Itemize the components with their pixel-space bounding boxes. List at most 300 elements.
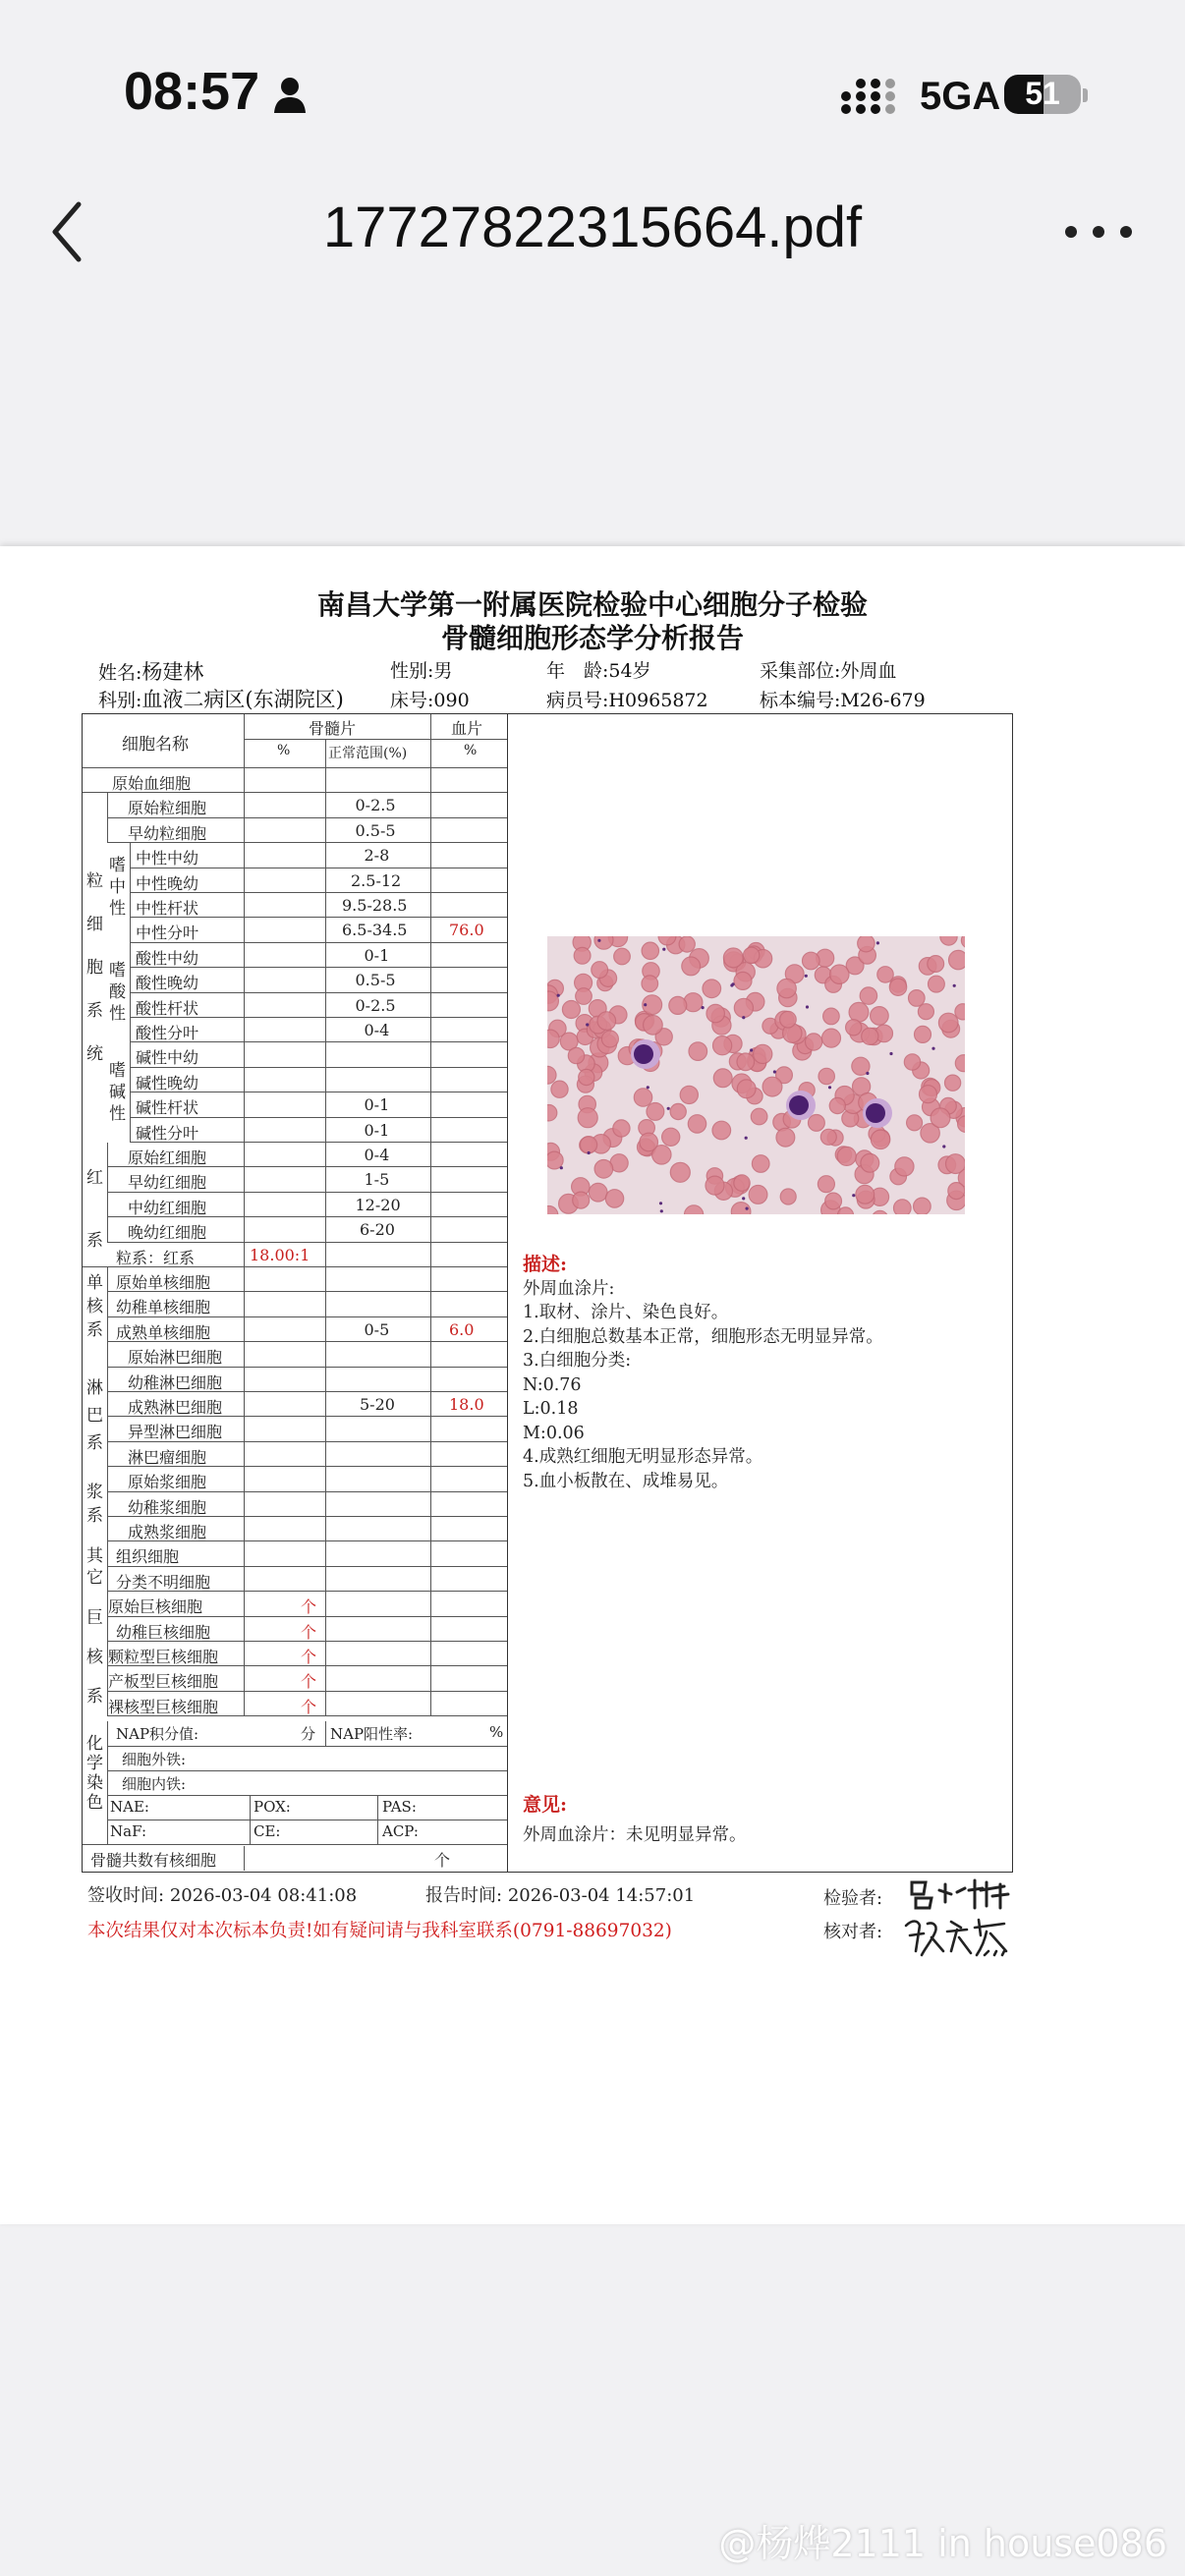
normal-range: 6-20	[360, 1220, 395, 1240]
cell-name: 中性杆状	[136, 899, 199, 918]
cell-name: 原始红细胞	[128, 1148, 207, 1167]
column-divider	[325, 1243, 326, 1266]
table-row	[83, 1517, 507, 1541]
marrow-pct: 个	[301, 1597, 317, 1617]
cell-name: 原始巨核细胞	[108, 1597, 203, 1617]
column-divider	[430, 1567, 431, 1592]
column-divider	[107, 818, 108, 843]
chevron-left-icon[interactable]	[47, 200, 86, 263]
cell-name: 中性晚幼	[136, 873, 199, 893]
bed-label: 床号:	[390, 690, 434, 711]
table-row	[83, 1392, 507, 1417]
table-row	[83, 1442, 507, 1467]
column-divider	[325, 1666, 326, 1691]
column-divider	[244, 1267, 245, 1292]
pdf-page[interactable]	[0, 546, 1185, 2224]
network-type: 5GA	[920, 75, 1001, 118]
header-blood: 血片	[451, 719, 483, 738]
description-line: 5.血小板散在、成堆易见。	[523, 1471, 729, 1491]
column-divider	[430, 1217, 431, 1242]
normal-range: 0-2.5	[355, 995, 396, 1015]
group-lymphocyte: 淋 巴 系	[86, 1378, 103, 1453]
table-row	[83, 1492, 507, 1517]
normal-range: 1-5	[364, 1170, 390, 1190]
nap-rate-label: NAP阳性率:	[330, 1725, 414, 1743]
column-divider	[430, 918, 431, 942]
column-divider	[430, 893, 431, 918]
table-row	[83, 1642, 507, 1666]
column-divider	[107, 793, 108, 817]
cell-name: 碱性分叶	[136, 1123, 199, 1143]
case-number: H0965872	[608, 690, 708, 711]
column-divider	[130, 918, 131, 942]
column-divider	[130, 843, 131, 868]
column-divider	[325, 1193, 326, 1217]
column-divider	[107, 1167, 108, 1192]
marrow-pct: 个	[301, 1622, 317, 1642]
ce-label: CE:	[254, 1822, 281, 1840]
table-row	[83, 1068, 507, 1092]
description-block	[523, 1253, 883, 1493]
column-divider	[244, 918, 245, 942]
column-divider	[325, 1267, 326, 1292]
column-divider	[430, 818, 431, 843]
column-divider	[430, 968, 431, 992]
table-row	[83, 1617, 507, 1642]
sample-label: 标本编号:	[760, 690, 841, 711]
table-row	[83, 768, 507, 793]
cell-name: 原始粒细胞	[128, 799, 207, 818]
gender-label: 性别:	[390, 660, 434, 682]
opinion-title: 意见:	[523, 1794, 568, 1816]
cell-name: 酸性晚幼	[136, 974, 199, 993]
column-divider	[430, 1018, 431, 1042]
tester-signature	[906, 1873, 1012, 1912]
column-divider	[244, 1666, 245, 1691]
column-divider	[325, 1167, 326, 1192]
pas-label: PAS:	[382, 1798, 417, 1816]
header-pct2: %	[464, 743, 478, 758]
table-row	[83, 1541, 507, 1566]
column-divider	[325, 1018, 326, 1042]
column-divider	[325, 1368, 326, 1392]
table-row	[83, 943, 507, 968]
cell-name: 幼稚浆细胞	[128, 1497, 207, 1517]
column-divider	[430, 768, 431, 792]
column-divider	[130, 968, 131, 992]
tester-label: 检验者:	[823, 1888, 883, 1909]
marrow-pct: 个	[301, 1648, 317, 1666]
column-divider	[430, 843, 431, 868]
table-row	[83, 918, 507, 942]
column-divider	[244, 1068, 245, 1092]
iron-out-label: 细胞外铁:	[122, 1751, 187, 1768]
column-divider	[244, 1167, 245, 1192]
table-row	[83, 1666, 507, 1691]
column-divider	[325, 1143, 326, 1167]
column-divider	[244, 1617, 245, 1642]
normal-range: 0.5-5	[355, 971, 396, 990]
column-divider	[430, 1267, 431, 1292]
column-divider	[244, 818, 245, 843]
column-divider	[325, 1092, 326, 1117]
column-divider	[430, 1541, 431, 1566]
normal-range: 2.5-12	[351, 870, 402, 890]
table-row	[83, 843, 507, 868]
column-divider	[430, 868, 431, 893]
column-divider	[430, 1042, 431, 1067]
column-divider	[107, 1541, 108, 1566]
acp-label: ACP:	[382, 1822, 419, 1840]
column-divider	[130, 1042, 131, 1067]
cell-name: 中性中幼	[136, 849, 199, 868]
cell-name: 组织细胞	[116, 1547, 180, 1567]
column-divider	[244, 968, 245, 992]
cell-name: 中性分叶	[136, 924, 199, 943]
column-divider	[107, 1143, 108, 1167]
marrow-nucleated-label: 骨髓共数有核细胞	[90, 1851, 217, 1870]
group-other: 其 它	[86, 1546, 103, 1588]
column-divider	[107, 1342, 108, 1367]
report-label: 报告时间:	[425, 1885, 503, 1906]
disclaimer-text: 本次结果仅对本次标本负责!如有疑问请与我科室联系(0791-88697032)	[87, 1921, 672, 1941]
column-divider	[325, 1642, 326, 1666]
column-divider	[107, 1267, 108, 1292]
nap-rate-unit: %	[489, 1723, 504, 1741]
column-divider	[325, 1217, 326, 1242]
column-divider	[107, 1217, 108, 1242]
description-line: 1.取材、涂片、染色良好。	[523, 1303, 729, 1322]
cell-name: 原始血细胞	[112, 774, 192, 793]
table-row	[83, 1092, 507, 1117]
normal-range: 9.5-28.5	[342, 896, 408, 915]
description-line: 4.成熟红细胞无明显形态异常。	[523, 1447, 763, 1467]
table-row	[83, 1243, 507, 1267]
receive-label: 签收时间:	[87, 1885, 165, 1906]
blood-pct: 76.0	[449, 921, 484, 940]
normal-range: 2-8	[364, 846, 390, 866]
column-divider	[430, 1167, 431, 1192]
column-divider	[325, 993, 326, 1018]
column-divider	[130, 993, 131, 1018]
normal-range: 0-4	[364, 1021, 390, 1039]
column-divider	[130, 868, 131, 893]
column-divider	[107, 1492, 108, 1517]
column-divider	[325, 1442, 326, 1467]
name-label: 姓名:	[98, 662, 142, 684]
table-row	[83, 1567, 507, 1592]
battery-nub	[1083, 88, 1088, 102]
column-divider	[244, 868, 245, 893]
status-time: 08:57	[124, 62, 260, 121]
column-divider	[130, 893, 131, 918]
table-row	[83, 793, 507, 817]
checker-signature	[902, 1912, 1012, 1959]
marrow-pct: 18.00:1	[250, 1245, 310, 1264]
normal-range: 6.5-34.5	[342, 921, 408, 940]
cell-name: 原始淋巴细胞	[128, 1348, 223, 1368]
column-divider	[430, 1292, 431, 1316]
description-title: 描述:	[523, 1254, 568, 1275]
normal-range: 0-1	[364, 1095, 390, 1115]
group-basophil: 嗜 碱 性	[109, 1061, 126, 1124]
pox-label: POX:	[254, 1798, 291, 1816]
cell-name: 幼稚巨核细胞	[116, 1622, 211, 1642]
column-divider	[244, 1118, 245, 1143]
description-line: 2.白细胞总数基本正常，细胞形态无明显异常。	[523, 1326, 883, 1347]
column-divider	[244, 1392, 245, 1417]
column-divider	[430, 1143, 431, 1167]
normal-range: 0-5	[364, 1319, 390, 1339]
column-divider	[244, 1042, 245, 1067]
column-divider	[244, 1193, 245, 1217]
signal-icon	[840, 77, 903, 116]
opinion-block	[523, 1793, 747, 1847]
checker-label: 核对者:	[823, 1922, 883, 1942]
patient-name: 杨建林	[141, 660, 204, 684]
column-divider	[244, 1567, 245, 1592]
table-row	[83, 968, 507, 992]
column-divider	[325, 1567, 326, 1592]
group-plasma: 浆 系	[86, 1483, 103, 1526]
table-row	[83, 1342, 507, 1367]
report-title-line1: 南昌大学第一附属医院检验中心细胞分子检验	[316, 588, 868, 621]
column-divider	[107, 1292, 108, 1316]
column-divider	[107, 1442, 108, 1467]
sample-number: M26-679	[840, 690, 926, 711]
column-divider	[430, 1068, 431, 1092]
table-row	[83, 1018, 507, 1042]
header-cell-name: 细胞名称	[122, 735, 189, 755]
site-label: 采集部位:	[760, 660, 841, 682]
receive-time: 2026-03-04 08:41:08	[169, 1885, 358, 1906]
case-label: 病员号:	[546, 690, 609, 711]
column-divider	[325, 1467, 326, 1491]
cell-name: 碱性杆状	[136, 1098, 199, 1118]
cell-name: 成熟淋巴细胞	[128, 1398, 223, 1417]
column-divider	[325, 768, 326, 792]
column-divider	[107, 1317, 108, 1342]
normal-range: 0-1	[364, 1120, 390, 1140]
normal-range: 0-4	[364, 1146, 390, 1164]
column-divider	[430, 1442, 431, 1467]
cell-name: 淋巴瘤细胞	[128, 1447, 207, 1467]
table-row	[83, 1267, 507, 1292]
cell-name: 碱性晚幼	[136, 1073, 199, 1092]
column-divider	[107, 1567, 108, 1592]
column-divider	[244, 1342, 245, 1367]
column-divider	[325, 818, 326, 843]
column-divider	[430, 1467, 431, 1491]
column-divider	[244, 1243, 245, 1266]
battery-icon	[1004, 75, 1081, 114]
ellipsis-icon[interactable]	[1063, 214, 1134, 250]
column-divider	[107, 1368, 108, 1392]
bed: 090	[433, 690, 470, 711]
iron-in-label: 细胞内铁:	[122, 1775, 187, 1793]
column-divider	[107, 1517, 108, 1541]
column-divider	[325, 843, 326, 868]
cell-name: 碱性中幼	[136, 1048, 199, 1068]
column-divider	[244, 1292, 245, 1316]
header-marrow: 骨髓片	[309, 719, 357, 738]
description-line: L:0.18	[523, 1399, 579, 1419]
table-row	[83, 1368, 507, 1392]
column-divider	[430, 1243, 431, 1266]
column-divider	[244, 843, 245, 868]
column-divider	[130, 1118, 131, 1143]
blood-pct: 18.0	[449, 1395, 484, 1414]
column-divider	[244, 1492, 245, 1517]
column-divider	[244, 993, 245, 1018]
column-divider	[325, 1541, 326, 1566]
marrow-nucleated-unit: 个	[434, 1851, 451, 1870]
column-divider	[244, 1541, 245, 1566]
table-row	[83, 1042, 507, 1067]
column-divider	[325, 1492, 326, 1517]
watermark: @杨烨2111 in house086	[718, 2522, 1167, 2565]
column-divider	[107, 1417, 108, 1441]
group-megakaryocyte: 巨 核 系	[86, 1608, 103, 1707]
cell-name: 中幼红细胞	[128, 1198, 207, 1217]
column-divider	[325, 968, 326, 992]
column-divider	[244, 1467, 245, 1491]
table-row	[83, 1118, 507, 1143]
column-divider	[325, 1068, 326, 1092]
column-divider	[130, 943, 131, 968]
status-bar	[0, 0, 1185, 187]
column-divider	[325, 1392, 326, 1417]
column-divider	[244, 1642, 245, 1666]
normal-range: 0.5-5	[355, 820, 396, 840]
column-divider	[325, 1342, 326, 1367]
column-divider	[325, 918, 326, 942]
cell-name: 酸性杆状	[136, 998, 199, 1018]
cell-name: 幼稚单核细胞	[116, 1298, 211, 1317]
group-eosinophil: 嗜 酸 性	[109, 961, 126, 1024]
column-divider	[130, 1018, 131, 1042]
column-divider	[244, 768, 245, 792]
description-line: N:0.76	[523, 1374, 582, 1395]
column-divider	[244, 1517, 245, 1541]
column-divider	[107, 1467, 108, 1491]
column-divider	[107, 1617, 108, 1642]
cell-name: 分类不明细胞	[116, 1572, 211, 1592]
cell-name: 成熟浆细胞	[128, 1523, 207, 1541]
column-divider	[130, 1068, 131, 1092]
column-divider	[430, 1617, 431, 1642]
table-row	[83, 868, 507, 893]
table-row	[83, 1417, 507, 1441]
column-divider	[244, 1143, 245, 1167]
document-title: 17727822315664.pdf	[322, 196, 863, 259]
column-divider	[325, 893, 326, 918]
column-divider	[430, 1417, 431, 1441]
person-icon	[273, 77, 307, 114]
table-row	[83, 1292, 507, 1316]
cell-name: 原始浆细胞	[128, 1473, 207, 1492]
column-divider	[244, 1692, 245, 1716]
cell-name: 异型淋巴细胞	[128, 1423, 223, 1442]
nae-label: NAE:	[110, 1798, 149, 1816]
column-divider	[130, 1092, 131, 1117]
column-divider	[430, 1092, 431, 1117]
column-divider	[430, 1368, 431, 1392]
column-divider	[325, 1517, 326, 1541]
column-divider	[325, 1592, 326, 1616]
header-normal: 正常范围(%)	[328, 746, 408, 761]
column-divider	[430, 993, 431, 1018]
marrow-pct: 个	[301, 1697, 317, 1716]
column-divider	[430, 1317, 431, 1342]
cell-name: 酸性中幼	[136, 948, 199, 968]
column-divider	[325, 1692, 326, 1716]
table-row	[83, 1467, 507, 1491]
normal-range: 12-20	[355, 1195, 401, 1214]
chem-stain-block	[83, 1721, 507, 1847]
column-divider	[244, 1592, 245, 1616]
cell-name: 产板型巨核细胞	[108, 1672, 219, 1692]
column-divider	[244, 1018, 245, 1042]
column-divider	[430, 1118, 431, 1143]
column-divider	[244, 1442, 245, 1467]
column-divider	[325, 1292, 326, 1316]
cell-name: 幼稚淋巴细胞	[128, 1372, 223, 1392]
table-row	[83, 818, 507, 843]
normal-range: 5-20	[360, 1395, 395, 1414]
column-divider	[430, 1517, 431, 1541]
gender: 男	[433, 660, 453, 682]
column-divider	[325, 943, 326, 968]
table-header	[83, 714, 507, 768]
table-row	[83, 1193, 507, 1217]
header-pct: %	[277, 743, 291, 758]
nap-score-label: NAP积分值:	[116, 1725, 199, 1743]
table-row	[83, 1317, 507, 1342]
column-divider	[325, 1317, 326, 1342]
column-divider	[325, 1042, 326, 1067]
description-line: 3.白细胞分类:	[523, 1351, 632, 1371]
report-title-line2: 骨髓细胞形态学分析报告	[440, 622, 744, 654]
column-divider	[430, 943, 431, 968]
table-row	[83, 993, 507, 1018]
cell-name: 粒系：红系	[116, 1248, 196, 1267]
cell-name: 晚幼红细胞	[128, 1223, 207, 1243]
column-divider	[244, 1092, 245, 1117]
description-line: M:0.06	[523, 1423, 585, 1443]
column-divider	[244, 1317, 245, 1342]
cell-name: 成熟单核细胞	[116, 1322, 211, 1342]
cell-name: 早幼红细胞	[128, 1173, 207, 1193]
blood-pct: 6.0	[449, 1319, 475, 1339]
cell-name: 颗粒型巨核细胞	[108, 1648, 219, 1666]
cell-name: 酸性分叶	[136, 1024, 199, 1042]
column-divider	[244, 1417, 245, 1441]
column-divider	[325, 868, 326, 893]
group-erythroid: 红 系	[86, 1168, 103, 1251]
blood-smear-image	[547, 936, 965, 1214]
column-divider	[244, 1368, 245, 1392]
opinion-text: 外周血涂片：未见明显异常。	[523, 1824, 747, 1845]
battery-level: 51	[1025, 76, 1060, 111]
column-divider	[244, 893, 245, 918]
column-divider	[430, 1642, 431, 1666]
column-divider	[325, 1417, 326, 1441]
cell-name: 早幼粒细胞	[128, 823, 207, 843]
site: 外周血	[840, 660, 897, 682]
group-chemical-stain: 化 学 染 色	[86, 1734, 103, 1813]
table-row	[83, 1592, 507, 1616]
